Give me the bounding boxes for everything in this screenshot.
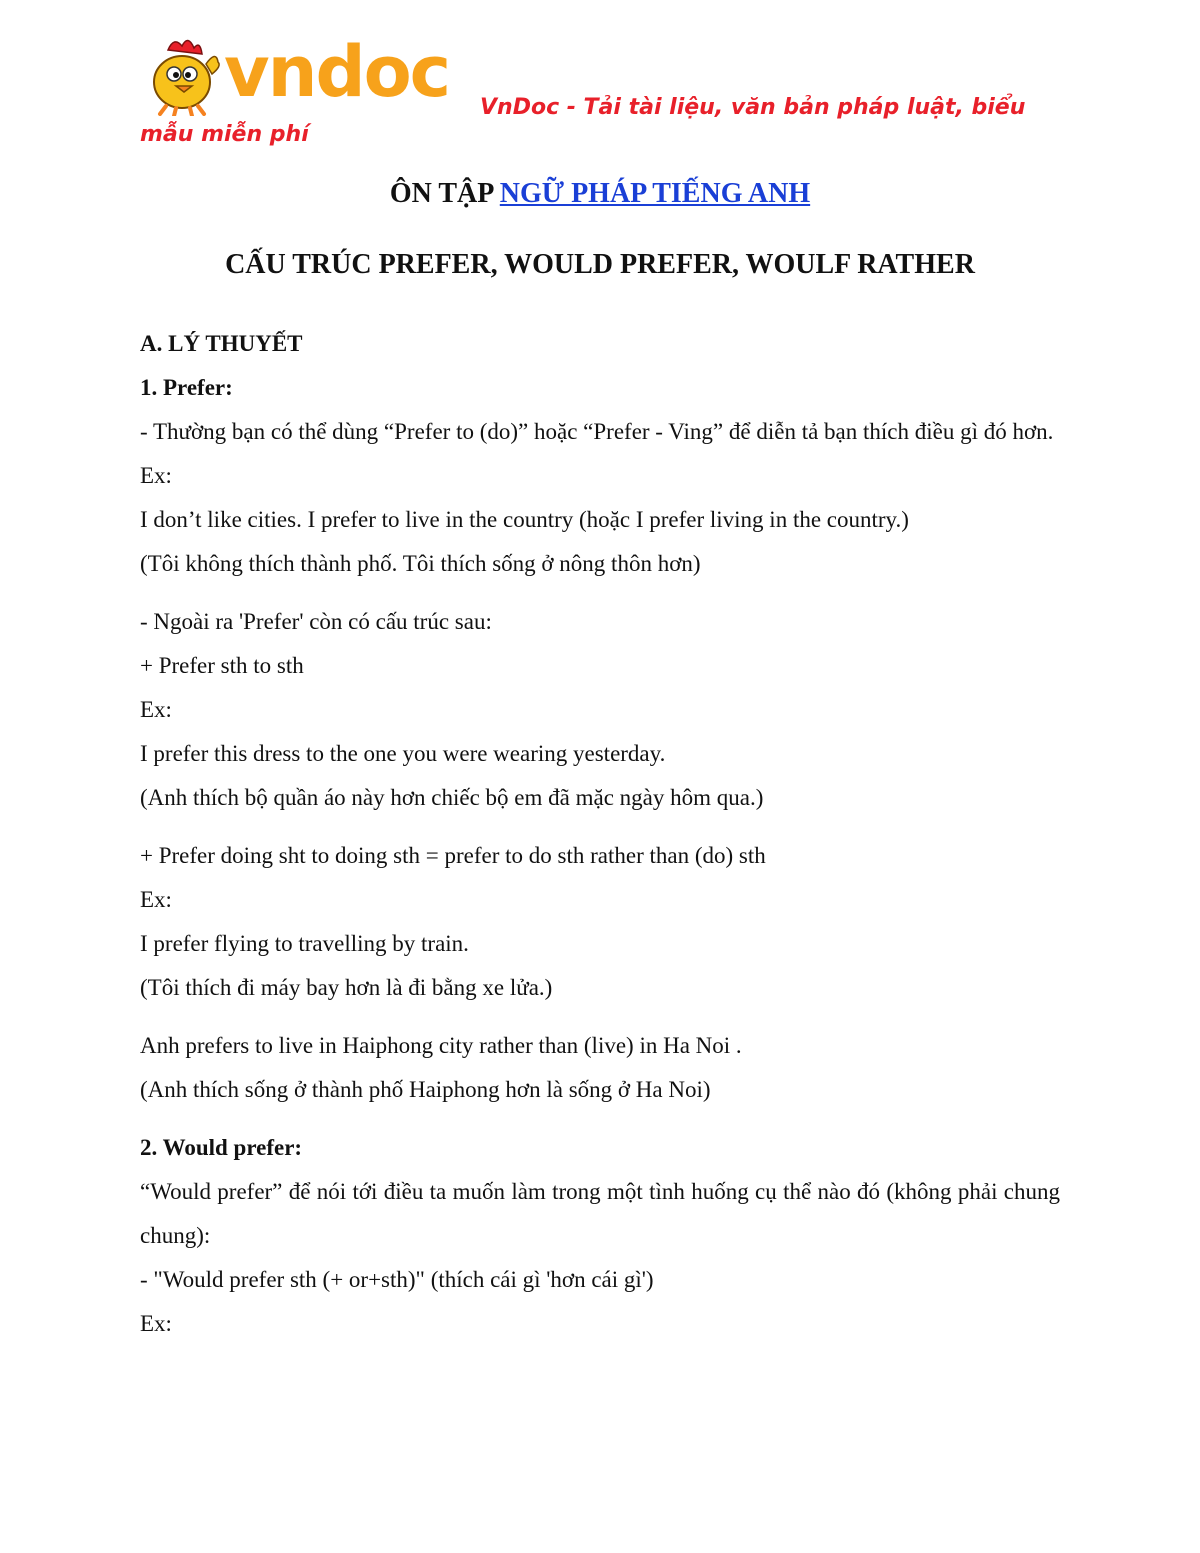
prefer-heading: 1. Prefer:	[140, 375, 233, 400]
title-prefix: ÔN TẬP	[389, 178, 500, 209]
page-title	[140, 168, 1060, 220]
example-translation: (Anh thích bộ quần áo này hơn chiếc bộ em đã mặc ngày hôm qua.)	[140, 785, 764, 810]
document-body	[140, 168, 1060, 1346]
structure-line: + Prefer doing sht to doing sth = prefer to do sth rather than (do) sth	[140, 843, 766, 868]
structure-line: + Prefer sth to sth	[140, 653, 304, 678]
site-tagline: VnDoc - Tải tài liệu, văn bản pháp luật, biểu mẫu miễn phí	[140, 95, 1026, 147]
example-sentence: I prefer this dress to the one you were wearing yesterday.	[140, 741, 666, 766]
example-sentence: I prefer flying to travelling by train.	[140, 931, 469, 956]
example-translation: (Anh thích sống ở thành phố Haiphong hơn là sống ở Ha Noi)	[140, 1077, 711, 1102]
grammar-link[interactable]: NGỮ PHÁP TIẾNG ANH	[499, 178, 811, 209]
example-translation: (Tôi thích đi máy bay hơn là đi bằng xe lửa.)	[140, 975, 553, 1000]
prefer-intro: - Thường bạn có thể dùng “Prefer to (do)” hoặc “Prefer - Ving” để diễn tả bạn thích điều gì đó hơn.	[140, 419, 1054, 444]
brand-wordmark: vndoc	[224, 31, 450, 113]
example-label: Ex:	[140, 887, 172, 912]
would-prefer-intro: “Would prefer” để nói tới điều ta muốn làm trong một tình huống cụ thể nào đó (không phải chung chung):	[140, 1179, 1060, 1248]
structure-line: - "Would prefer sth (+ or+sth)" (thích cái gì 'hơn cái gì')	[140, 1267, 654, 1292]
example-label: Ex:	[140, 463, 172, 488]
page-subtitle: CẤU TRÚC PREFER, WOULD PREFER, WOULF RATHER	[225, 249, 975, 280]
example-label: Ex:	[140, 697, 172, 722]
example-sentence: Anh prefers to live in Haiphong city rather than (live) in Ha Noi .	[140, 1033, 742, 1058]
example-sentence: I don’t like cities. I prefer to live in the country (hoặc I prefer living in the country.)	[140, 507, 909, 532]
example-label: Ex:	[140, 1311, 172, 1336]
document-header	[140, 30, 1100, 150]
section-a-heading: A. LÝ THUYẾT	[140, 331, 303, 356]
prefer-other-structures: - Ngoài ra 'Prefer' còn có cấu trúc sau:	[140, 609, 492, 634]
example-translation: (Tôi không thích thành phố. Tôi thích sống ở nông thôn hơn)	[140, 551, 701, 576]
would-prefer-heading: 2. Would prefer:	[140, 1135, 303, 1160]
